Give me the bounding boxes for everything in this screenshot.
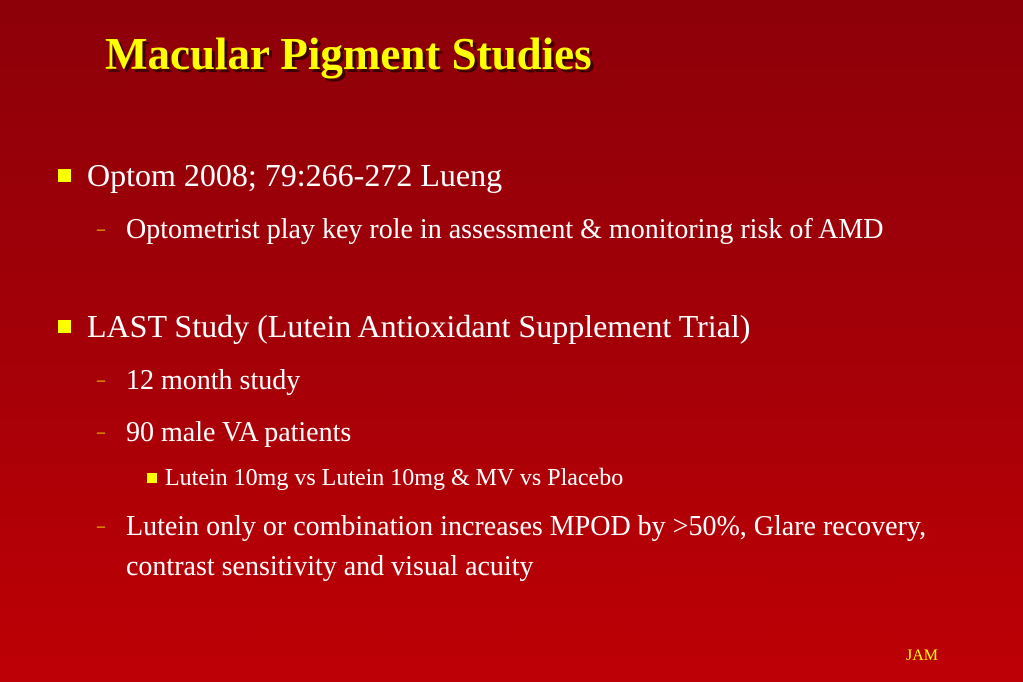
dash-bullet-icon: – xyxy=(97,372,105,389)
square-bullet-icon xyxy=(58,320,71,333)
sub-bullet-text: Optometrist play key role in assessment & monitoring risk of AMD xyxy=(126,214,884,245)
sub-sub-bullet-text: Lutein 10mg vs Lutein 10mg & MV vs Placebo xyxy=(165,465,624,491)
bullet-text: LAST Study (Lutein Antioxidant Supplement Trial) xyxy=(87,308,751,344)
square-bullet-icon xyxy=(58,169,71,182)
dash-bullet-icon: – xyxy=(97,221,105,238)
slide-title: Macular Pigment Studies xyxy=(105,29,592,79)
sub-bullet-text: 12 month study xyxy=(126,365,301,396)
footer-initials: JAM xyxy=(906,647,939,664)
dash-bullet-icon: – xyxy=(97,424,105,441)
dash-bullet-icon: – xyxy=(97,518,105,535)
sub-bullet-text: Lutein only or combination increases MPOD by >50%, Glare recovery, contrast sensitivity and visual acuity xyxy=(126,511,927,582)
square-bullet-icon xyxy=(147,473,157,483)
sub-bullet-text: 90 male VA patients xyxy=(126,417,352,448)
bullet-text: Optom 2008; 79:266-272 Lueng xyxy=(87,157,503,193)
